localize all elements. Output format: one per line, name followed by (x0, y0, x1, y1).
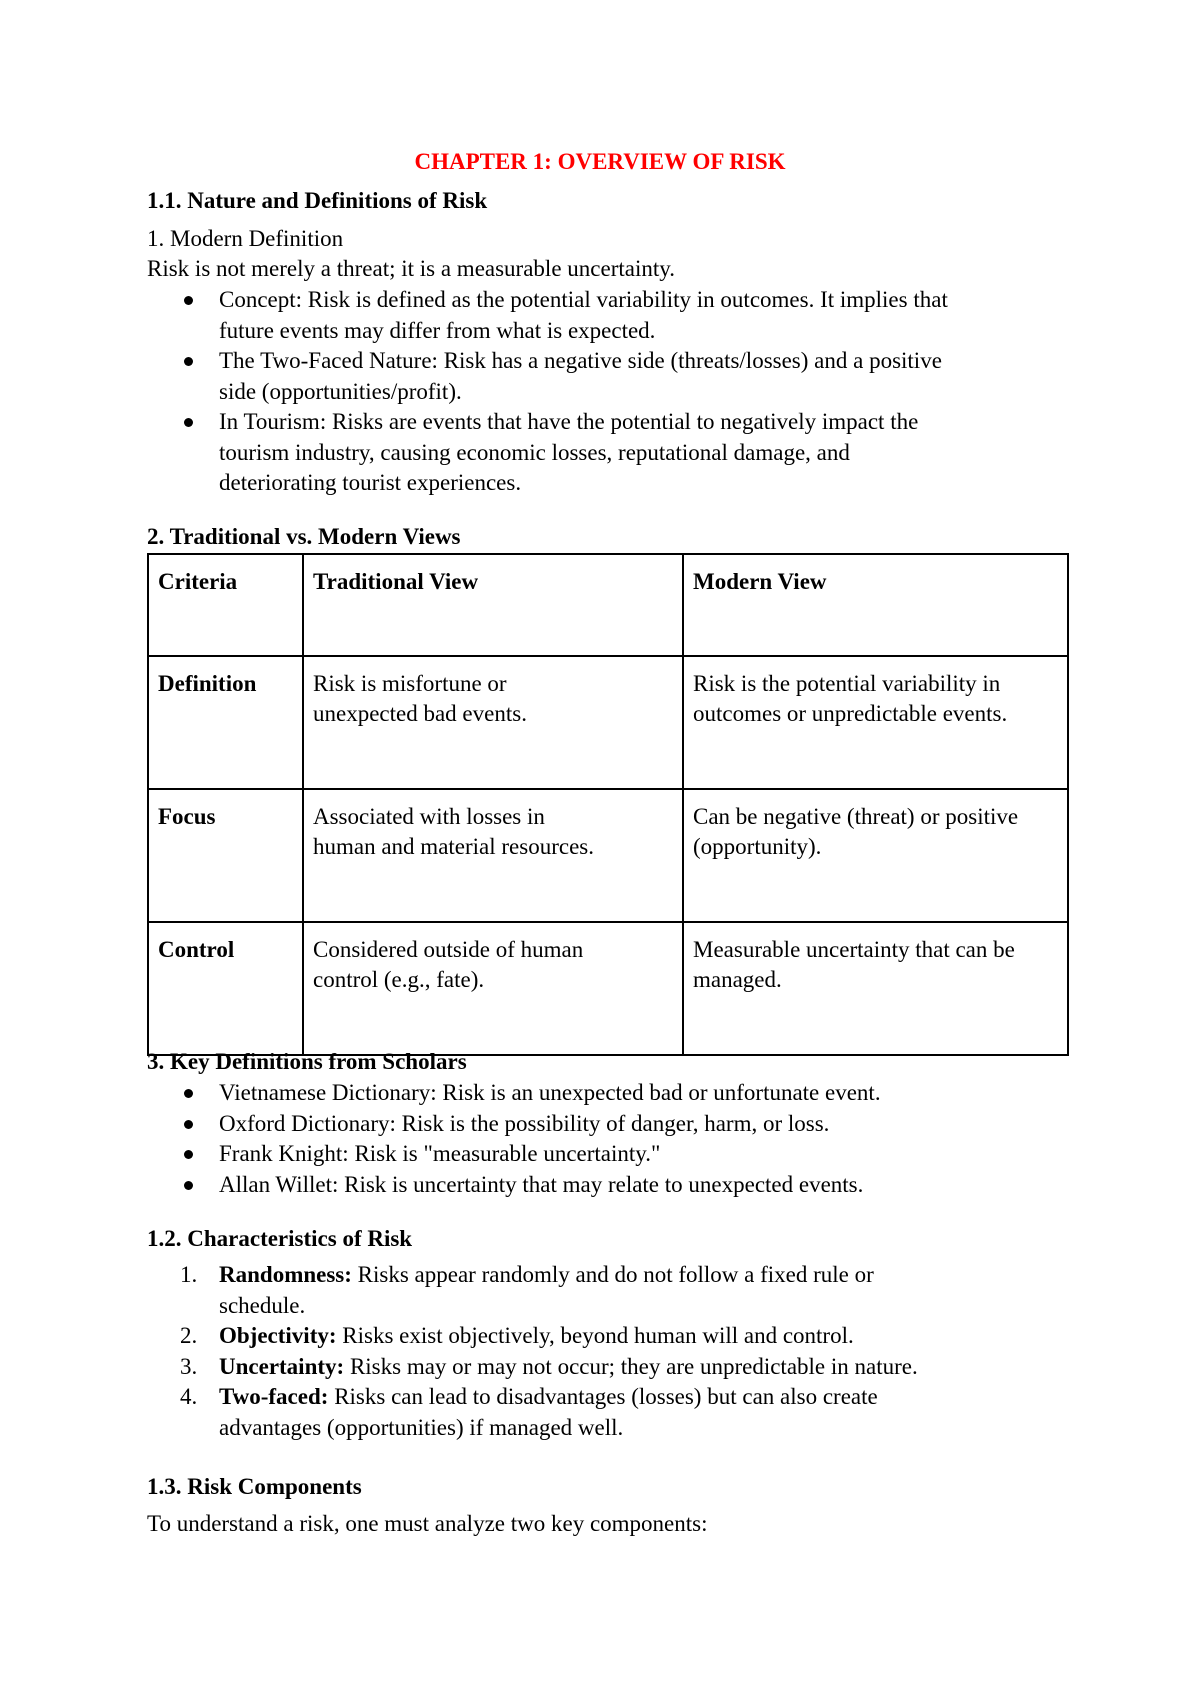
list-item: 3. Uncertainty: Risks may or may not occur; they are unpredictable in nature. (180, 1353, 918, 1379)
table-cell-criteria: Focus (148, 789, 303, 922)
list-item: 2. Objectivity: Risks exist objectively, beyond human will and control. (180, 1323, 854, 1348)
bullet-icon (184, 1181, 193, 1190)
section-heading-1-3: 1.3. Risk Components (147, 1474, 362, 1499)
list-item: Oxford Dictionary: Risk is the possibility of danger, harm, or loss. (147, 1109, 1067, 1140)
definition-bullet-list (147, 285, 1067, 499)
subheading-key-definitions: 3. Key Definitions from Scholars (147, 1049, 467, 1074)
bullet-icon (184, 1150, 193, 1159)
components-intro: To understand a risk, one must analyze two key components: (147, 1511, 708, 1536)
section-heading-1-1: 1.1. Nature and Definitions of Risk (147, 188, 488, 213)
bullet-icon (184, 1120, 193, 1129)
table-cell-modern: Measurable uncertainty that can be managed. (683, 922, 1068, 1055)
table-cell-traditional: Associated with losses in human and material resources. (303, 789, 683, 922)
table-cell-traditional: Considered outside of human control (e.g., fate). (303, 922, 683, 1055)
table-row (148, 922, 1068, 1055)
list-item: Allan Willet: Risk is uncertainty that may relate to unexpected events. (147, 1170, 1067, 1201)
table-cell-traditional: Risk is misfortune or unexpected bad events. (303, 656, 683, 789)
bullet-icon (184, 1089, 193, 1098)
list-item: The Two-Faced Nature: Risk has a negative side (threats/losses) and a positive side (opportunities/profit). (147, 346, 1067, 407)
table-header-row (148, 554, 1068, 656)
table-row (148, 789, 1068, 922)
bullet-icon (184, 357, 193, 366)
bullet-icon (184, 296, 193, 305)
table-header-cell: Modern View (683, 554, 1068, 656)
table-header-cell: Traditional View (303, 554, 683, 656)
chapter-title: CHAPTER 1: OVERVIEW OF RISK (414, 149, 786, 174)
scholar-definition-list (147, 1078, 1067, 1200)
list-item: 1. Randomness: Risks appear randomly and do not follow a fixed rule or schedule. (180, 1262, 874, 1318)
list-item: Concept: Risk is defined as the potential variability in outcomes. It implies that future events may differ from what is expected. (147, 285, 1067, 346)
table-cell-criteria: Definition (148, 656, 303, 789)
table-row (148, 656, 1068, 789)
list-item: In Tourism: Risks are events that have the potential to negatively impact the tourism industry, causing economic losses, reputational damage, and deteriorating tourist experiences. (147, 407, 1067, 499)
intro-paragraph: Risk is not merely a threat; it is a measurable uncertainty. (147, 256, 675, 281)
table-cell-modern: Can be negative (threat) or positive (opportunity). (683, 789, 1068, 922)
bullet-icon (184, 418, 193, 427)
table-cell-modern: Risk is the potential variability in outcomes or unpredictable events. (683, 656, 1068, 789)
list-item: 4. Two-faced: Risks can lead to disadvantages (losses) but can also create advantages (opportunities) if managed well. (180, 1384, 878, 1440)
list-item: Frank Knight: Risk is "measurable uncertainty." (147, 1139, 1067, 1170)
subheading-modern-definition: 1. Modern Definition (147, 226, 344, 251)
comparison-table (147, 553, 1069, 1056)
characteristics-list (147, 1260, 1067, 1443)
table-header-cell: Criteria (148, 554, 303, 656)
list-item: Vietnamese Dictionary: Risk is an unexpected bad or unfortunate event. (147, 1078, 1067, 1109)
section-heading-1-2: 1.2. Characteristics of Risk (147, 1226, 413, 1251)
table-cell-criteria: Control (148, 922, 303, 1055)
subheading-traditional-vs-modern: 2. Traditional vs. Modern Views (147, 524, 461, 549)
